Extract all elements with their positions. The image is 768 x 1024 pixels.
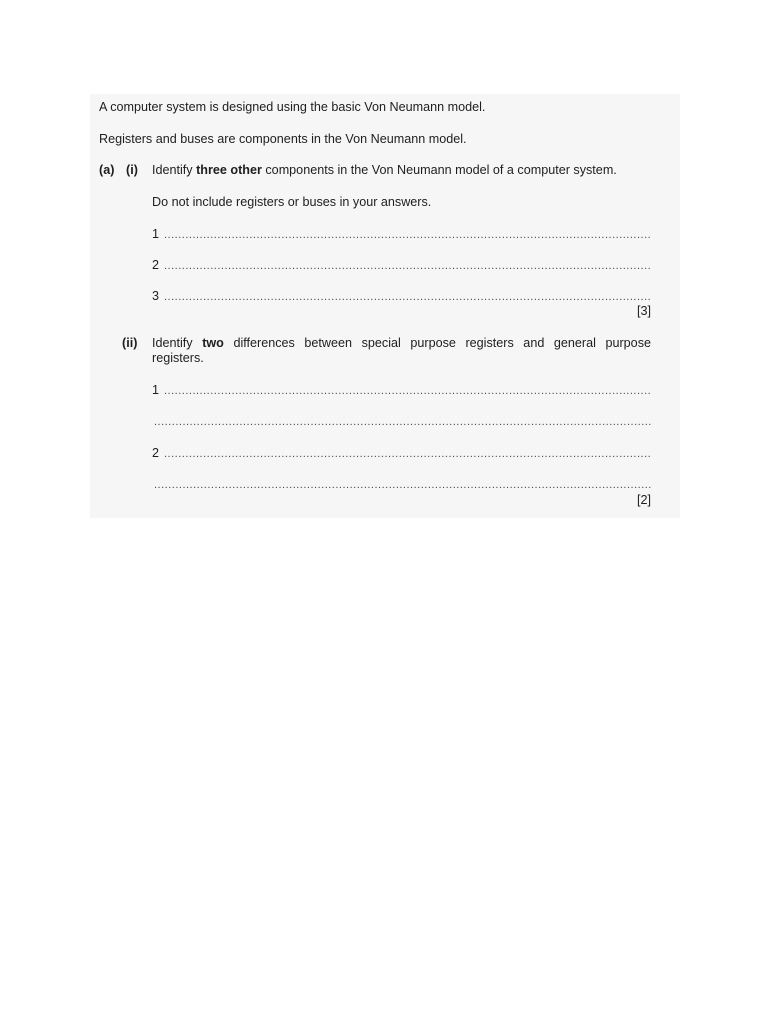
sub-ii-question-post: differences between special purpose registers and general purpose — [223, 336, 651, 350]
sub-ii-question-emphasis: two — [202, 336, 224, 350]
sub-i-note: Do not include registers or buses in your answers. — [152, 195, 432, 209]
sub-ii-question-pre: Identify — [152, 336, 203, 350]
marks-ii: [2] — [636, 493, 651, 507]
answer-line-i-3[interactable] — [164, 292, 652, 304]
sub-i-label: (i) — [126, 163, 138, 177]
answer-line-ii-2a[interactable] — [164, 449, 652, 461]
sub-ii-label: (ii) — [122, 336, 138, 350]
intro-line-1: A computer system is designed using the basic Von Neumann model. — [99, 100, 486, 114]
intro-line-2: Registers and buses are components in the Von Neumann model. — [99, 132, 467, 146]
sub-i-question-pre: Identify — [152, 163, 197, 177]
sub-ii-question — [152, 336, 651, 351]
sub-i-question — [152, 163, 617, 178]
answer-line-ii-1b[interactable] — [154, 417, 652, 429]
answer-number-i-2: 2 — [152, 258, 160, 272]
answer-number-i-1: 1 — [152, 227, 160, 241]
exam-question-scan — [90, 94, 680, 518]
answer-number-i-3: 3 — [152, 289, 160, 303]
sub-i-question-post: components in the Von Neumann model of a computer system. — [261, 163, 617, 177]
marks-i: [3] — [636, 304, 651, 318]
part-a-label: (a) — [99, 163, 115, 177]
answer-line-ii-1a[interactable] — [164, 386, 652, 398]
answer-number-ii-1: 1 — [152, 383, 160, 397]
answer-number-ii-2: 2 — [152, 446, 160, 460]
answer-line-i-2[interactable] — [164, 261, 652, 273]
answer-line-ii-2b[interactable] — [154, 480, 652, 492]
sub-ii-question-line-2: registers. — [152, 351, 204, 365]
answer-line-i-1[interactable] — [164, 230, 652, 242]
sub-i-question-emphasis: three other — [196, 163, 262, 177]
